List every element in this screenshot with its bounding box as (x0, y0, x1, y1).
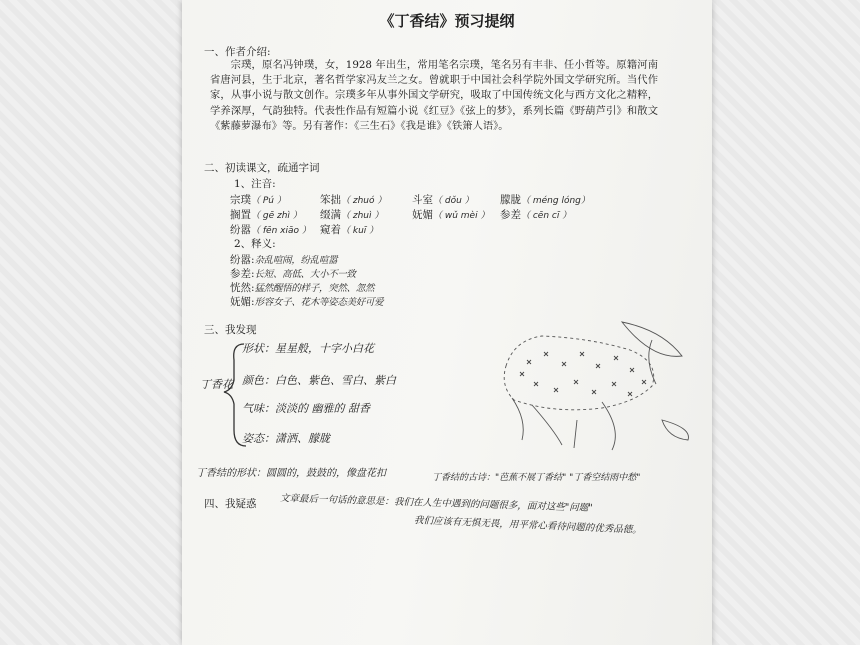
author-intro-text: 宗璞，原名冯钟璞，女，1928 年出生，常用笔名宗璞，笔名另有丰非、任小哲等。原籍河南省唐河县，生于北京，著名哲学家冯友兰之女。曾就职于中国社会科学院外国文学研究所。当代作家，从事小说与散文创作。宗璞多年从事外国文学研究，吸取了中国传统文化与西方文化之精粹，学养深厚，气韵独特。代表性作品有短篇小说《红豆》《弦上的梦》，系列长篇《野葫芦引》和散文《紫藤萝瀑布》等。另有著作：《三生石》《我是谁》《铁箫人语》。 (210, 59, 658, 132)
pinyin-answer: （ fēn xiāo ） (251, 226, 311, 236)
meaning-note-line1: 文章最后一句话的意思是：我们在人生中遇到的问题很多，面对这些"问题" (279, 493, 593, 514)
mindmap-posture: 姿态：潇洒、朦胧 (242, 432, 330, 445)
bud-shape-note: 丁香结的形状：圆圆的，鼓鼓的，像盘花扣 (196, 468, 386, 479)
definitions-heading: 2、释义: (234, 238, 276, 250)
background-left (0, 0, 182, 645)
background-right (712, 0, 860, 645)
definition-word: 参差: (230, 268, 255, 280)
vocab-word: 搁置 (230, 209, 251, 221)
vocab-word: 斗室 (412, 194, 433, 206)
definition-meaning: 猛然醒悟的样子，突然、忽然 (254, 283, 375, 294)
section-discover-heading: 三、我发现 (204, 324, 257, 336)
poem-note: 丁香结的古诗："芭蕉不展丁香结" "丁香空结雨中愁" (432, 473, 641, 483)
lilac-flower-sketch (504, 322, 688, 450)
pinyin-answer: （ Pú ） (251, 196, 286, 206)
section-author-heading: 一、作者介绍: (204, 46, 271, 58)
pinyin-answer: （ zhuó ） (341, 196, 387, 206)
vocab-word: 缀满 (320, 209, 341, 221)
pinyin-answer: （ méng lóng） (521, 196, 590, 206)
definition-meaning: 长短、高低、大小不一致 (254, 269, 356, 280)
sketch-layer (182, 0, 712, 645)
definition-meaning: 杂乱喧闹，纷乱喧嚣 (254, 255, 338, 266)
vocab-word: 笨拙 (320, 194, 341, 206)
pinyin-answer: （ cēn cī ） (521, 211, 572, 221)
pinyin-answer: （ wǔ mèi ） (433, 211, 490, 221)
mindmap-shape: 形状：星星般，十字小白花 (242, 342, 374, 355)
mindmap-subject: 丁香花 (200, 378, 233, 391)
pinyin-answer: （ zhuì ） (341, 211, 384, 221)
pronunciation-heading: 1、注音: (234, 178, 276, 190)
vocab-word: 朦胧 (500, 194, 521, 206)
mindmap-smell: 气味：淡淡的 幽雅的 甜香 (242, 402, 370, 415)
pinyin-answer: （ gē zhì ） (251, 211, 302, 221)
vocab-word: 宗璞 (230, 194, 251, 206)
definition-word: 妩媚: (230, 296, 255, 308)
mindmap-color: 颜色：白色、紫色、雪白、紫白 (242, 374, 396, 387)
vocab-word: 纷嚣 (230, 224, 251, 236)
vocab-word: 窥着 (320, 224, 341, 236)
meaning-note-line2: 我们应该有无惧无畏，用平常心看待问题的优秀品德。 (413, 515, 642, 536)
section-question-heading: 四、我疑惑 (204, 498, 257, 510)
section-vocab-heading: 二、初读课文，疏通字词 (204, 162, 320, 174)
definition-meaning: 形容女子、花木等姿态美好可爱 (254, 297, 384, 308)
vocab-word: 妩媚 (412, 209, 433, 221)
worksheet-paper (182, 0, 712, 645)
page-title: 《丁香结》预习提纲 (379, 12, 515, 30)
pinyin-answer: （ kuī ） (341, 226, 379, 236)
vocab-word: 参差 (500, 209, 521, 221)
definition-word: 纷嚣: (230, 254, 255, 266)
definition-word: 恍然: (230, 282, 255, 294)
pinyin-answer: （ dǒu ） (433, 196, 474, 206)
